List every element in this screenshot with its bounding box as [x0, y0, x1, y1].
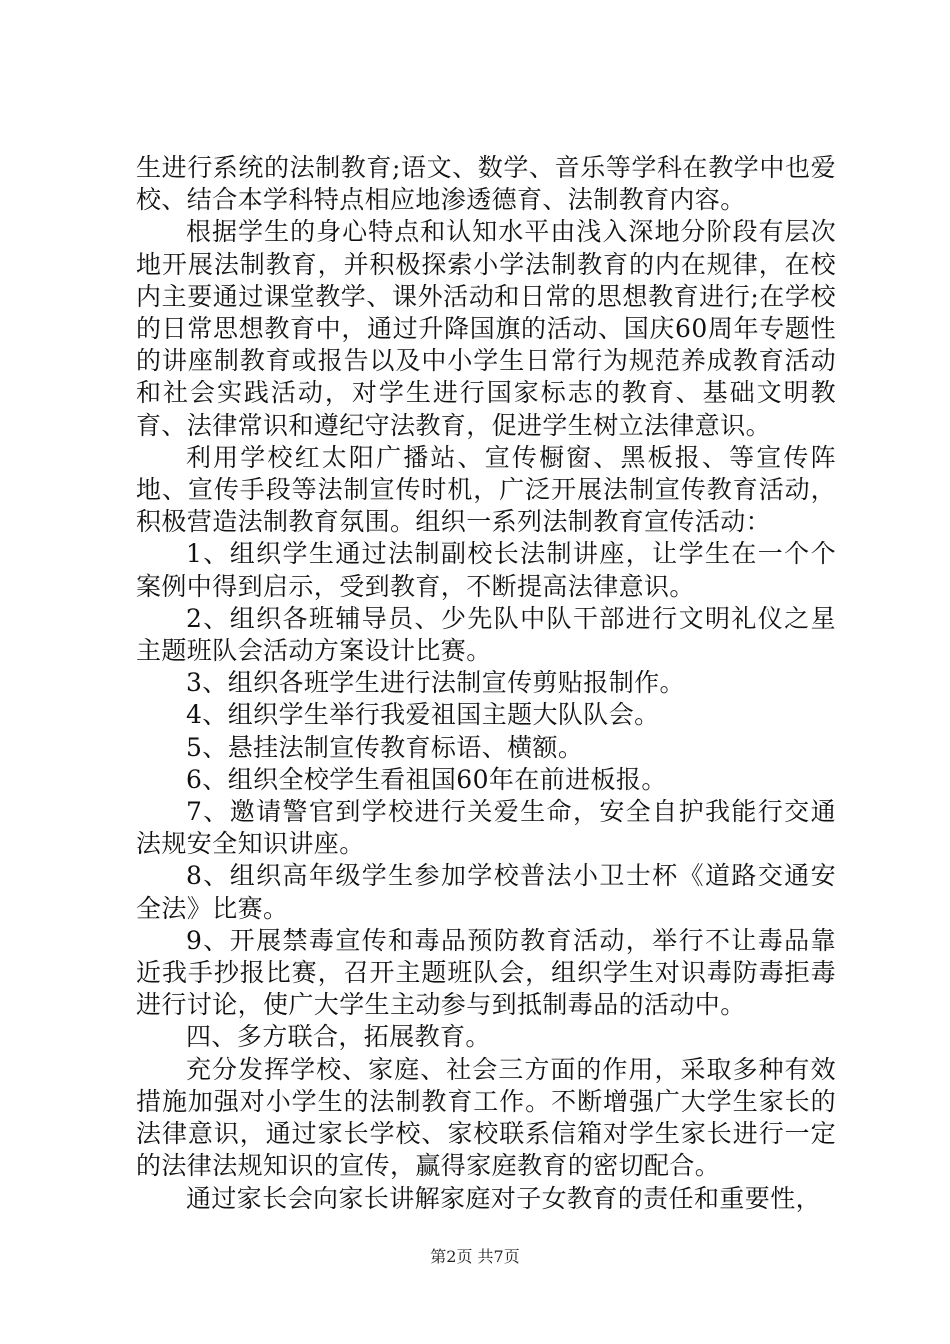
list-item-4: 4、组织学生举行我爱祖国主题大队队会。 — [186, 700, 660, 730]
paragraph-1: 生进行系统的法制教育;语文、数学、音乐等学科在教学中也爱校、结合本学科特点相应地渗透德育、法制教育内容。 — [136, 153, 836, 215]
paragraph-3: 利用学校红太阳广播站、宣传橱窗、黑板报、等宣传阵地、宣传手段等法制宣传时机，广泛开展法制宣传教育活动，积极营造法制教育氛围。组织一系列法制教育宣传活动： — [136, 442, 836, 537]
paragraph-2: 根据学生的身心特点和认知水平由浅入深地分阶段有层次地开展法制教育，并积极探索小学法制教育的内在规律，在校内主要通过课堂教学、课外活动和日常的思想教育进行;在学校的日常思想教育中，通过升降国旗的活动、国庆60周年专题性的讲座制教育或报告以及中小学生日常行为规范养成教育活动和社会实践活动，对学生进行国家标志的教育、基础文明教育、法律常识和遵纪守法教育，促进学生树立法律意识。 — [136, 217, 836, 440]
list-item-5: 5、悬挂法制宣传教育标语、横额。 — [186, 732, 584, 762]
list-item-3: 3、组织各班学生进行法制宣传剪贴报制作。 — [186, 668, 685, 698]
section-heading: 四、多方联合，拓展教育。 — [186, 1022, 491, 1052]
list-item-6: 6、组织全校学生看祖国60年在前进板报。 — [186, 764, 667, 794]
paragraph-5: 通过家长会向家长讲解家庭对子女教育的责任和重要性， — [186, 1183, 822, 1213]
page-footer: 第2页 共7页 — [430, 1247, 520, 1266]
list-item-1: 1、组织学生通过法制副校长法制讲座，让学生在一个个案例中得到启示，受到教育，不断提高法律意识。 — [136, 539, 836, 601]
list-item-9: 9、开展禁毒宣传和毒品预防教育活动，举行不让毒品靠近我手抄报比赛，召开主题班队会，组织学生对识毒防毒拒毒进行讨论，使广大学生主动参与到抵制毒品的活动中。 — [136, 925, 836, 1020]
list-item-8: 8、组织高年级学生参加学校普法小卫士杯《道路交通安全法》比赛。 — [136, 861, 836, 923]
list-item-2: 2、组织各班辅导员、少先队中队干部进行文明礼仪之星主题班队会活动方案设计比赛。 — [136, 603, 836, 666]
list-item-7: 7、邀请警官到学校进行关爱生命，安全自护我能行交通法规安全知识讲座。 — [136, 797, 836, 859]
paragraph-4: 充分发挥学校、家庭、社会三方面的作用，采取多种有效措施加强对小学生的法制教育工作。不断增强广大学生家长的法律意识，通过家长学校、家校联系信箱对学生家长进行一定的法律法规知识的宣传，赢得家庭教育的密切配合。 — [136, 1054, 836, 1181]
document-body — [136, 152, 836, 1215]
